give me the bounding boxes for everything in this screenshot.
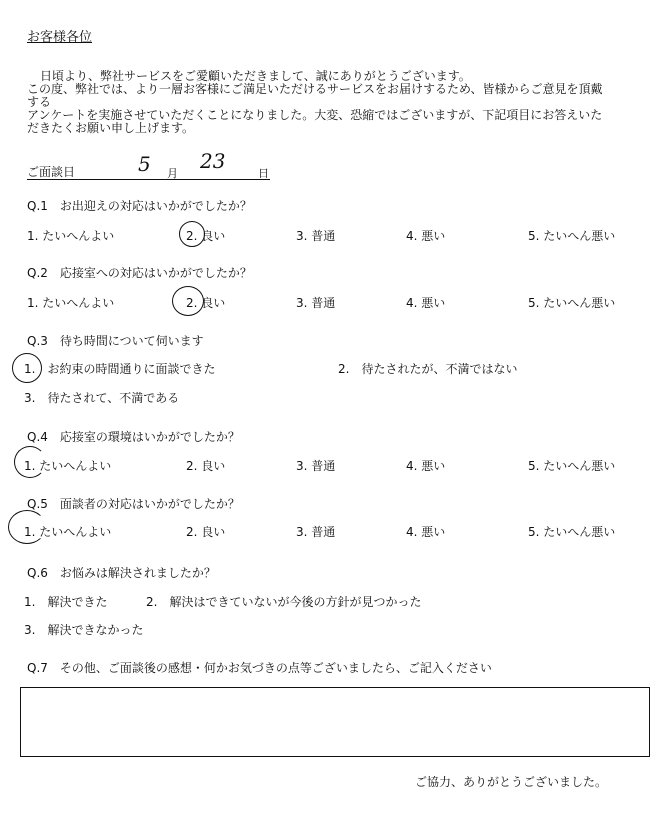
date-label: ご面談日 — [27, 165, 76, 179]
q4-option-3[interactable]: 3. 普通 — [296, 459, 336, 473]
intro-line: する — [27, 95, 52, 109]
q7-comment-box[interactable] — [20, 687, 650, 757]
q6-option-3[interactable]: 3. 解決できなかった — [24, 623, 144, 637]
q2-option-2[interactable]: 2. 良い — [186, 296, 226, 310]
q6-label: Q.6 — [27, 566, 48, 580]
date-day-value[interactable]: 23 — [200, 149, 226, 173]
q5-option-2[interactable]: 2. 良い — [186, 525, 226, 539]
intro-line: この度、弊社では、より一層お客様にご満足いただけるサービスをお届けするため、皆様からご意見を頂戴 — [27, 82, 603, 96]
page-title: お客様各位 — [27, 30, 93, 45]
q6-option-1[interactable]: 1. 解決できた — [24, 595, 108, 609]
q1-text: お出迎えの対応はいかがでしたか？ — [59, 199, 252, 213]
q5-text: 面談者の対応はいかがでしたか？ — [59, 497, 240, 511]
q4-option-5[interactable]: 5. たいへん悪い — [528, 459, 616, 473]
closing-thanks: ご協力、ありがとうございました。 — [415, 775, 608, 789]
intro-line: 日頃より、弊社サービスをご愛顧いただきまして、誠にありがとうございます。 — [40, 69, 471, 83]
q5-option-1[interactable]: 1. たいへんよい — [24, 525, 112, 539]
q1-option-1[interactable]: 1. たいへんよい — [27, 229, 115, 243]
q2-option-5[interactable]: 5. たいへん悪い — [528, 296, 616, 310]
q2-option-1[interactable]: 1. たいへんよい — [27, 296, 115, 310]
date-day-unit: 日 — [258, 167, 269, 180]
q5-question — [27, 495, 240, 512]
date-underline — [27, 179, 270, 180]
q4-selection-circle — [14, 446, 46, 478]
q7-question — [27, 659, 492, 676]
q2-text: 応接室への対応はいかがでしたか？ — [59, 266, 252, 280]
q2-label: Q.2 — [27, 266, 48, 280]
q4-question — [27, 428, 240, 445]
q4-label: Q.4 — [27, 430, 48, 444]
q5-selection-circle — [8, 510, 46, 544]
q7-label: Q.7 — [27, 661, 48, 675]
date-month-unit: 月 — [167, 167, 178, 180]
q3-selection-circle — [12, 353, 42, 383]
q3-option-3[interactable]: 3. 待たされて、不満である — [24, 391, 180, 405]
q3-label: Q.3 — [27, 334, 48, 348]
q6-text: お悩みは解決されましたか？ — [59, 566, 216, 580]
q6-option-2[interactable]: 2. 解決はできていないが今後の方針が見つかった — [146, 595, 422, 609]
q5-option-3[interactable]: 3. 普通 — [296, 525, 336, 539]
q3-text: 待ち時間について伺います — [59, 334, 204, 348]
q1-option-2[interactable]: 2. 良い — [186, 229, 226, 243]
date-month-value[interactable]: 5 — [138, 152, 151, 176]
q1-label: Q.1 — [27, 199, 48, 213]
q5-option-4[interactable]: 4. 悪い — [406, 525, 446, 539]
q5-option-5[interactable]: 5. たいへん悪い — [528, 525, 616, 539]
intro-paragraph — [27, 70, 652, 135]
q3-question — [27, 332, 204, 349]
q4-option-2[interactable]: 2. 良い — [186, 459, 226, 473]
q3-option-2[interactable]: 2. 待たされたが、不満ではない — [338, 362, 518, 376]
q5-label: Q.5 — [27, 497, 48, 511]
q2-selection-circle — [172, 286, 204, 316]
q2-question — [27, 264, 252, 281]
q1-option-4[interactable]: 4. 悪い — [406, 229, 446, 243]
intro-line: だきたくお願い申し上げます。 — [27, 121, 195, 135]
q6-question — [27, 564, 216, 581]
q4-option-4[interactable]: 4. 悪い — [406, 459, 446, 473]
intro-line: アンケートを実施させていただくことになりました。大変、恐縮ではございますが、下記項目にお答えいた — [27, 108, 603, 122]
q4-text: 応接室の環境はいかがでしたか？ — [59, 430, 240, 444]
q1-selection-circle — [179, 221, 205, 247]
q2-option-4[interactable]: 4. 悪い — [406, 296, 446, 310]
q1-option-5[interactable]: 5. たいへん悪い — [528, 229, 616, 243]
q1-option-3[interactable]: 3. 普通 — [296, 229, 336, 243]
q7-text: その他、ご面談後の感想・何かお気づきの点等ございましたら、ご記入ください — [59, 661, 492, 675]
q4-option-1[interactable]: 1. たいへんよい — [24, 459, 112, 473]
q2-option-3[interactable]: 3. 普通 — [296, 296, 336, 310]
q1-question — [27, 197, 252, 214]
q3-option-1[interactable]: 1. お約束の時間通りに面談できた — [24, 362, 216, 376]
